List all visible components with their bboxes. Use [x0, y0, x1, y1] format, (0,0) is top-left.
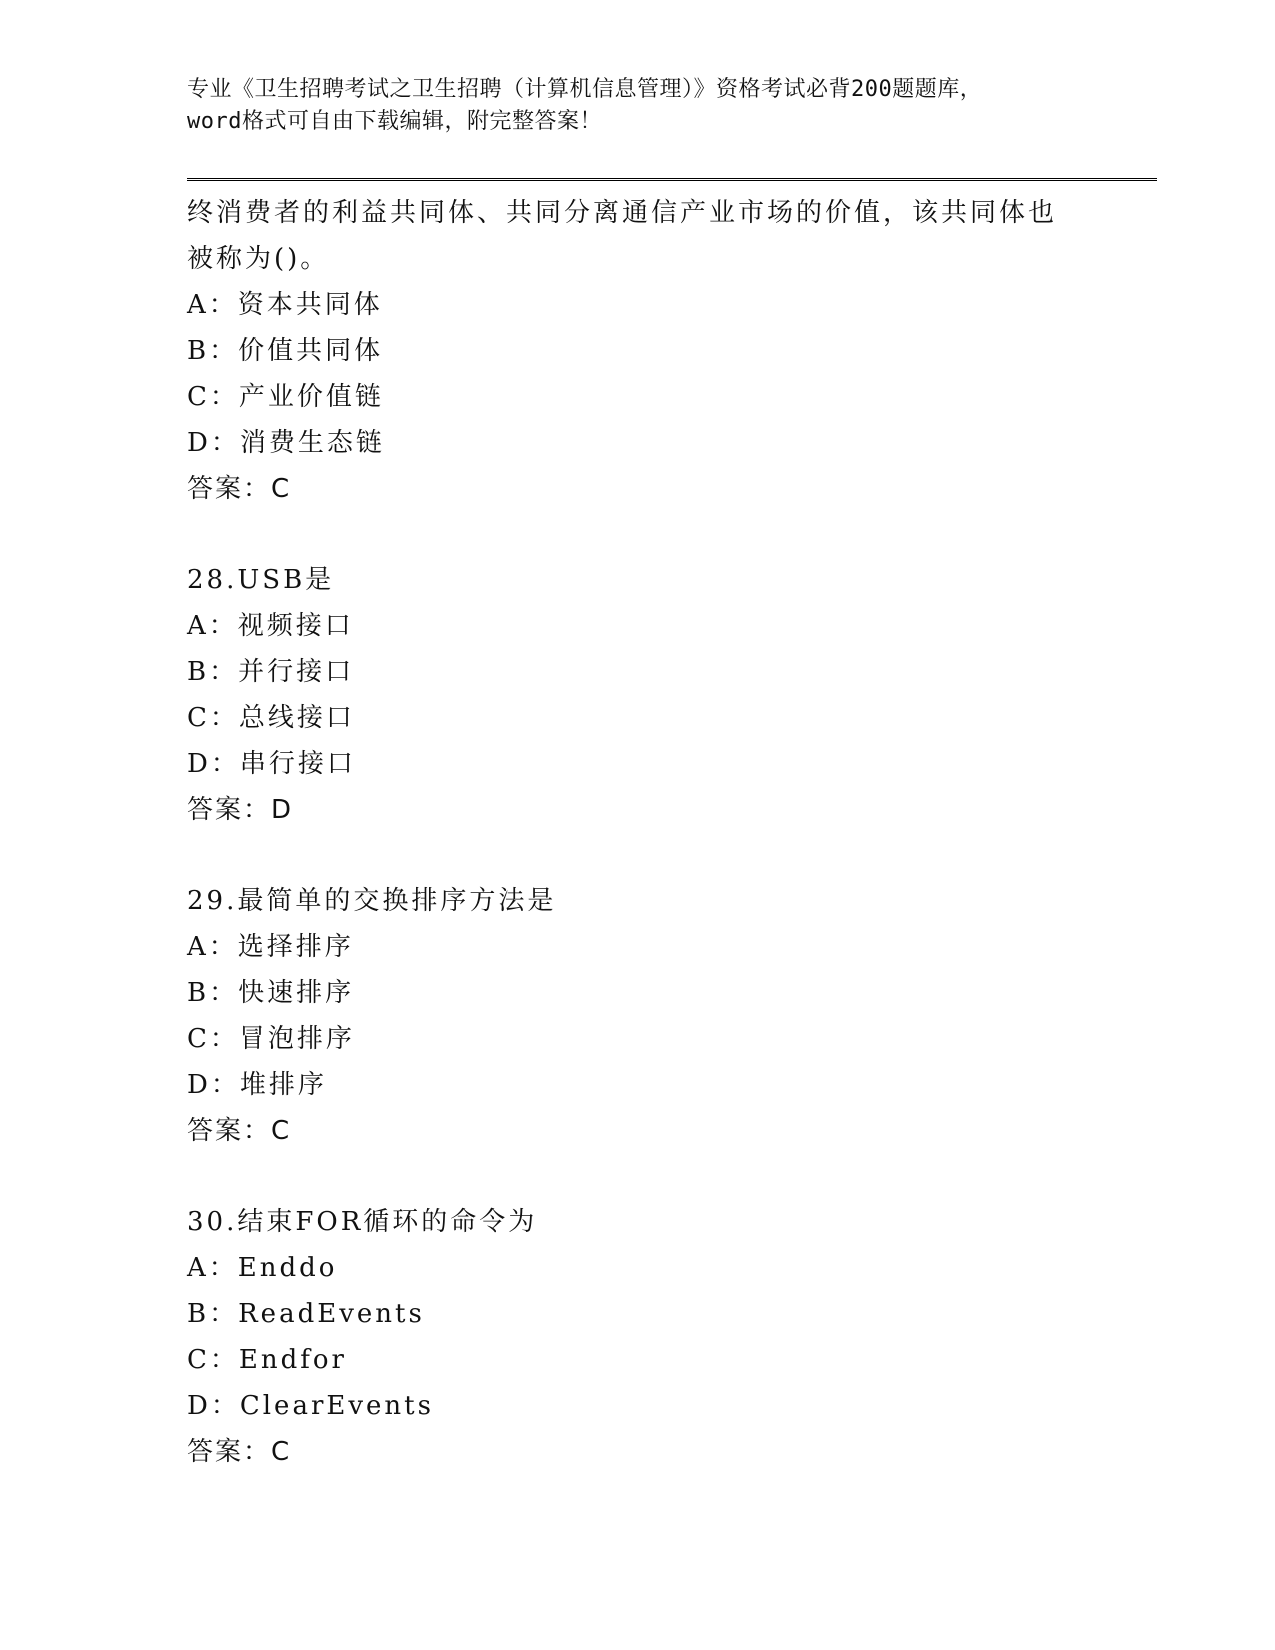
option-d: D：ClearEvents	[187, 1391, 434, 1421]
question-block-29	[187, 878, 1067, 1154]
question-stem: 28.USB是	[187, 565, 335, 595]
option-d: D：串行接口	[187, 749, 356, 779]
option-b: B：价值共同体	[187, 336, 384, 366]
question-list	[187, 190, 1067, 1475]
answer-line: 答案：C	[187, 474, 292, 504]
question-block-28	[187, 557, 1067, 833]
option-d: D：堆排序	[187, 1070, 327, 1100]
header-divider	[187, 178, 1157, 181]
option-d: D：消费生态链	[187, 428, 385, 458]
header-title-line-1: 专业《卫生招聘考试之卫生招聘（计算机信息管理）》资格考试必背200题题库，	[187, 77, 983, 102]
answer-line: 答案：C	[187, 1116, 292, 1146]
document-header	[187, 74, 1087, 138]
answer-line: 答案：D	[187, 795, 294, 825]
header-title-line-2: word格式可自由下载编辑，附完整答案！	[187, 109, 602, 134]
option-c: C：总线接口	[187, 703, 355, 733]
option-c: C：Endfor	[187, 1345, 347, 1375]
option-a: A：Enddo	[187, 1253, 338, 1283]
option-b: B：快速排序	[187, 978, 355, 1008]
question-block-27	[187, 190, 1067, 512]
question-stem-line-2: 被称为()。	[187, 244, 330, 274]
question-block-30	[187, 1199, 1067, 1475]
option-b: B：并行接口	[187, 657, 355, 687]
option-c: C：产业价值链	[187, 382, 384, 412]
question-stem: 30.结束FOR循环的命令为	[187, 1207, 538, 1237]
option-c: C：冒泡排序	[187, 1024, 355, 1054]
question-stem-line-1: 终消费者的利益共同体、共同分离通信产业市场的价值，该共同体也	[187, 198, 1058, 228]
option-b: B：ReadEvents	[187, 1299, 425, 1329]
option-a: A：资本共同体	[187, 290, 383, 320]
option-a: A：视频接口	[187, 611, 354, 641]
option-a: A：选择排序	[187, 932, 354, 962]
answer-line: 答案：C	[187, 1437, 292, 1467]
question-stem: 29.最简单的交换排序方法是	[187, 886, 557, 916]
